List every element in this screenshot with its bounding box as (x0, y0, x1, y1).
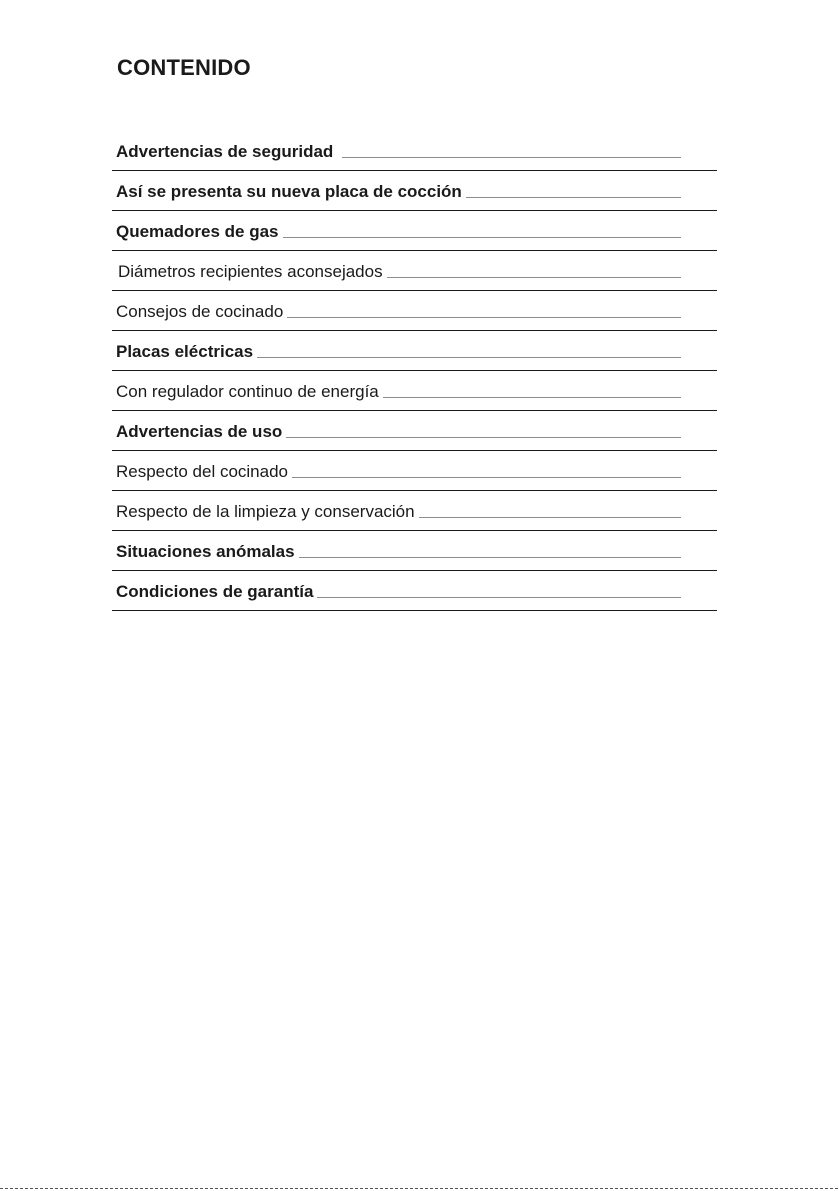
toc-entry-placas-electricas[interactable] (112, 331, 717, 371)
dot-leader (292, 477, 681, 478)
toc-entry-situaciones-anomalas[interactable] (112, 531, 717, 571)
toc-entry-label: Quemadores de gas (116, 222, 279, 241)
dot-leader (286, 437, 681, 438)
toc-entry-condiciones-de-garantia[interactable] (112, 571, 717, 611)
toc-entry-quemadores-de-gas[interactable] (112, 211, 717, 251)
toc-entry-advertencias-de-uso[interactable] (112, 411, 717, 451)
dot-leader (466, 197, 681, 198)
toc-entry-diametros-recipientes[interactable] (112, 251, 717, 291)
toc-entry-advertencias-de-seguridad[interactable] (112, 130, 717, 171)
toc-entry-con-regulador-continuo[interactable] (112, 371, 717, 411)
dot-leader (257, 357, 681, 358)
dot-leader (342, 157, 681, 158)
page-edge-rule (0, 1188, 839, 1189)
toc-entry-asi-se-presenta[interactable] (112, 171, 717, 211)
toc-entry-label: Con regulador continuo de energía (116, 382, 379, 401)
table-of-contents (112, 130, 717, 611)
toc-entry-respecto-del-cocinado[interactable] (112, 451, 717, 491)
dot-leader (419, 517, 681, 518)
dot-leader (283, 237, 681, 238)
toc-entry-label: Respecto de la limpieza y conservación (116, 502, 415, 521)
toc-entry-respecto-de-la-limpieza[interactable] (112, 491, 717, 531)
toc-entry-consejos-de-cocinado[interactable] (112, 291, 717, 331)
toc-entry-label: Diámetros recipientes aconsejados (118, 262, 383, 281)
toc-entry-label: Consejos de cocinado (116, 302, 284, 321)
toc-entry-label: Situaciones anómalas (116, 542, 295, 561)
dot-leader (383, 397, 681, 398)
toc-entry-label: Condiciones de garantía (116, 582, 314, 601)
toc-entry-label: Advertencias de uso (116, 422, 283, 441)
toc-entry-label: Respecto del cocinado (116, 462, 289, 481)
dot-leader (287, 317, 681, 318)
dot-leader (387, 277, 681, 278)
toc-entry-label: Así se presenta su nueva placa de cocción (116, 182, 462, 201)
dot-leader (317, 597, 681, 598)
toc-entry-label: Placas eléctricas (116, 342, 254, 361)
toc-entry-label: Advertencias de seguridad (116, 142, 334, 161)
dot-leader (299, 557, 681, 558)
page-title: CONTENIDO (117, 55, 251, 80)
